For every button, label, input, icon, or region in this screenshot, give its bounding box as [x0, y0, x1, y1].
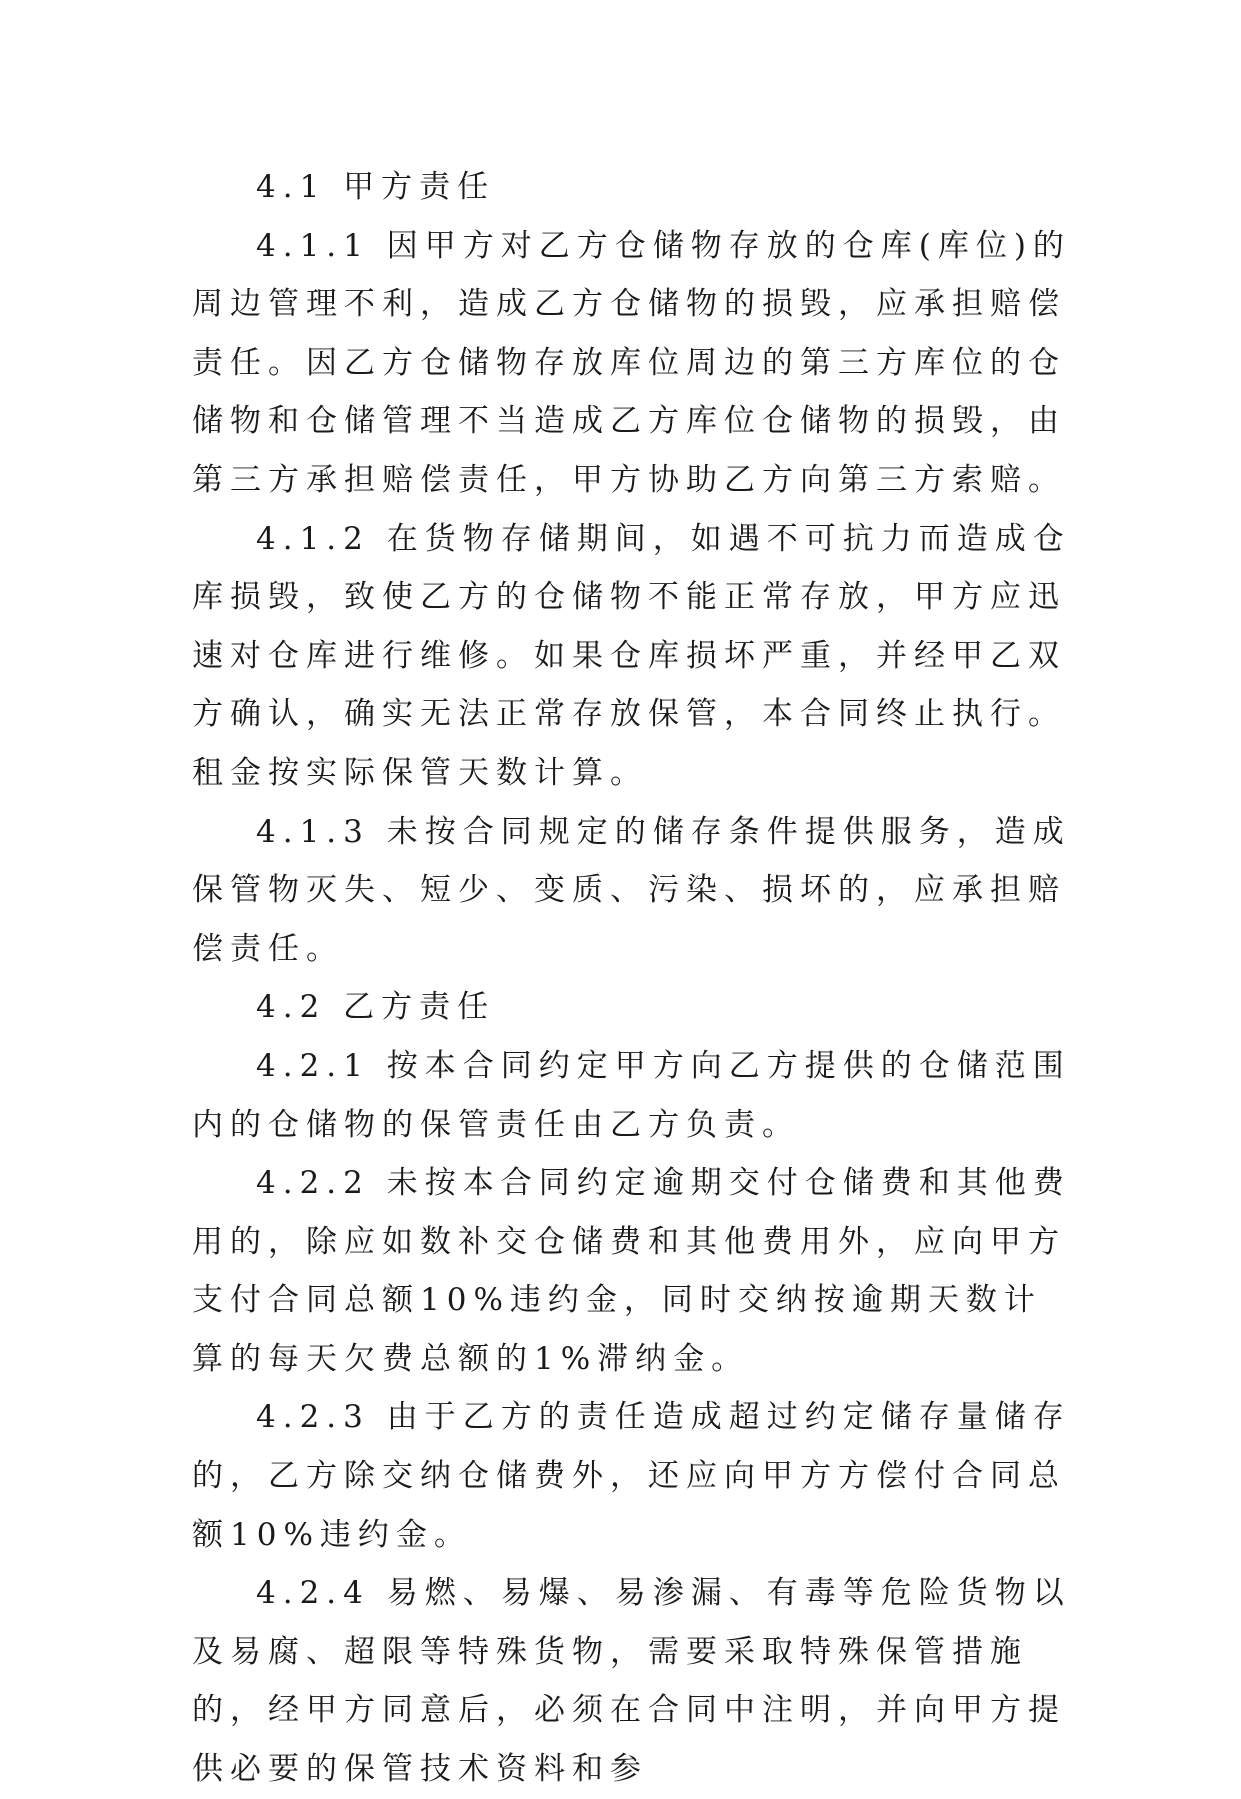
- section-heading-4-2: 4.2 乙方责任: [256, 989, 496, 1026]
- clause-4-1-1: 4.1.1 因甲方对乙方仓储物存放的仓库(库位)的周边管理不利，造成乙方仓储物的损毁，应承担赔偿责任。因乙方仓储物存放库位周边的第三方库位的仓储物和仓储管理不当造成乙方库位仓储物的损毁，由第三方承担赔偿责任，甲方协助乙方向第三方索赔。: [192, 227, 1071, 498]
- section-heading-4-1: 4.1 甲方责任: [256, 169, 496, 205]
- clause-4-2-3: 4.2.3 由于乙方的责任造成超过约定储存量储存的，乙方除交纳仓储费外，还应向甲方方偿付合同总额10%违约金。: [192, 1399, 1071, 1553]
- clause-4-1-2: 4.1.2 在货物存储期间，如遇不可抗力而造成仓库损毁，致使乙方的仓储物不能正常存放，甲方应迅速对仓库进行维修。如果仓库损坏严重，并经甲乙双方确认，确实无法正常存放保管，本合同终止执行。租金按实际保管天数计算。: [192, 520, 1071, 791]
- document-body: [192, 158, 1072, 1799]
- clause-4-1-3: 4.1.3 未按合同规定的储存条件提供服务，造成保管物灭失、短少、变质、污染、损坏的，应承担赔偿责任。: [192, 813, 1071, 967]
- clause-4-2-2: 4.2.2 未按本合同约定逾期交付仓储费和其他费用的，除应如数补交仓储费和其他费用外，应向甲方支付合同总额10%违约金，同时交纳按逾期天数计算的每天欠费总额的1%滞纳金。: [192, 1165, 1071, 1377]
- clause-4-2-1: 4.2.1 按本合同约定甲方向乙方提供的仓储范围内的仓储物的保管责任由乙方负责。: [192, 1047, 1071, 1143]
- clause-4-2-4: 4.2.4 易燃、易爆、易渗漏、有毒等危险货物以及易腐、超限等特殊货物，需要采取特殊保管措施的，经甲方同意后，必须在合同中注明，并向甲方提供必要的保管技术资料和参: [192, 1575, 1071, 1788]
